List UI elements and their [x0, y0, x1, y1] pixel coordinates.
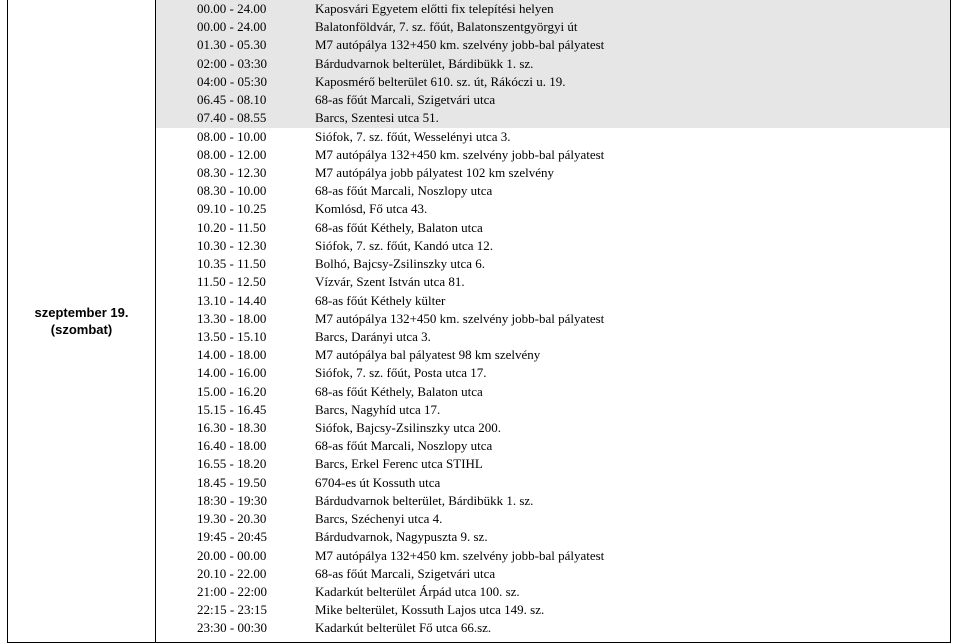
- time-cell: 06.45 - 08.10: [197, 92, 267, 108]
- table-row: [156, 146, 950, 164]
- location-cell: M7 autópálya 132+450 km. szelvény jobb-bal pályatest: [315, 146, 605, 162]
- location-cell: Siófok, Bajcsy-Zsilinszky utca 200.: [315, 420, 501, 436]
- location-cell: Mike belterület, Kossuth Lajos utca 149. sz.: [315, 602, 545, 618]
- location-cell: Kaposvári Egyetem előtti fix telepítési helyen: [315, 1, 554, 16]
- table-row: [156, 73, 950, 91]
- table-row: [156, 528, 950, 546]
- time-cell: 13.10 - 14.40: [197, 292, 267, 308]
- location-cell: M7 autópálya 132+450 km. szelvény jobb-bal pályatest: [315, 37, 605, 53]
- schedule-rows: [156, 0, 950, 638]
- schedule-table: [7, 0, 951, 643]
- time-cell: 15.00 - 16.20: [197, 383, 267, 399]
- time-cell: 18.45 - 19.50: [197, 474, 267, 490]
- table-row: [156, 346, 950, 364]
- table-row: [156, 455, 950, 473]
- time-cell: 00.00 - 24.00: [197, 19, 267, 35]
- location-cell: Barcs, Nagyhíd utca 17.: [315, 401, 441, 417]
- table-row: [156, 292, 950, 310]
- time-cell: 20.00 - 00.00: [197, 547, 267, 563]
- time-cell: 08.30 - 10.00: [197, 183, 267, 199]
- location-cell: 68-as főút Kéthely, Balaton utca: [315, 219, 483, 235]
- table-row: [156, 547, 950, 565]
- location-cell: Barcs, Darányi utca 3.: [315, 328, 431, 344]
- time-cell: 13.50 - 15.10: [197, 328, 267, 344]
- table-row: [156, 328, 950, 346]
- time-cell: 16.30 - 18.30: [197, 420, 267, 436]
- time-cell: 22:15 - 23:15: [197, 602, 268, 618]
- location-cell: 68-as főút Marcali, Noszlopy utca: [315, 438, 493, 454]
- time-cell: 14.00 - 18.00: [197, 347, 267, 363]
- table-row: [156, 310, 950, 328]
- time-cell: 16.55 - 18.20: [197, 456, 267, 472]
- location-cell: Siófok, 7. sz. főút, Wesselényi utca 3.: [315, 128, 511, 144]
- date-day: szeptember 19.: [34, 305, 129, 320]
- location-cell: Bárdudvarnok belterület, Bárdibükk 1. sz.: [315, 492, 534, 508]
- table-row: [156, 273, 950, 291]
- location-cell: Barcs, Széchenyi utca 4.: [315, 511, 443, 527]
- table-row: [156, 237, 950, 255]
- location-cell: 68-as főút Kéthely külter: [315, 292, 446, 308]
- table-row: [156, 164, 950, 182]
- table-row: [156, 36, 950, 54]
- location-cell: M7 autópálya 132+450 km. szelvény jobb-bal pályatest: [315, 310, 605, 326]
- table-row: [156, 383, 950, 401]
- time-cell: 21:00 - 22:00: [197, 584, 268, 599]
- location-cell: Vízvár, Szent István utca 81.: [315, 274, 465, 290]
- table-row: [156, 200, 950, 218]
- table-row: [156, 565, 950, 583]
- time-cell: 02:00 - 03:30: [197, 55, 268, 71]
- table-row: [156, 128, 950, 146]
- time-cell: 07.40 - 08.55: [197, 110, 267, 126]
- location-cell: Komlósd, Fő utca 43.: [315, 201, 428, 217]
- location-cell: 68-as főút Marcali, Szigetvári utca: [315, 92, 496, 108]
- time-cell: 00.00 - 24.00: [197, 1, 267, 16]
- time-cell: 18:30 - 19:30: [197, 492, 268, 508]
- date-label: [35, 304, 129, 338]
- date-cell: [8, 0, 156, 642]
- date-weekday: (szombat): [50, 322, 113, 337]
- table-row: [156, 55, 950, 73]
- time-cell: 19.30 - 20.30: [197, 511, 267, 527]
- table-row: [156, 182, 950, 200]
- time-cell: 10.35 - 11.50: [197, 256, 266, 272]
- location-cell: Barcs, Erkel Ferenc utca STIHL: [315, 456, 483, 472]
- table-row: [156, 219, 950, 237]
- time-cell: 19:45 - 20:45: [197, 529, 268, 545]
- table-row: [156, 364, 950, 382]
- time-cell: 16.40 - 18.00: [197, 438, 267, 454]
- time-cell: 20.10 - 22.00: [197, 565, 267, 581]
- location-cell: Barcs, Szentesi utca 51.: [315, 110, 439, 126]
- time-cell: 13.30 - 18.00: [197, 310, 267, 326]
- time-cell: 10.30 - 12.30: [197, 237, 267, 253]
- table-row: [156, 474, 950, 492]
- time-cell: 08.00 - 12.00: [197, 146, 267, 162]
- table-row: [156, 255, 950, 273]
- table-row: [156, 18, 950, 36]
- location-cell: Kadarkút belterület Fő utca 66.sz.: [315, 620, 492, 636]
- table-row: [156, 91, 950, 109]
- time-cell: 10.20 - 11.50: [197, 219, 266, 235]
- time-cell: 09.10 - 10.25: [197, 201, 267, 217]
- location-cell: Balatonföldvár, 7. sz. főút, Balatonszentgyörgyi út: [315, 19, 578, 35]
- table-row: [156, 510, 950, 528]
- table-row: [156, 0, 950, 18]
- time-cell: 14.00 - 16.00: [197, 365, 267, 381]
- table-row: [156, 437, 950, 455]
- table-row: [156, 401, 950, 419]
- location-cell: Bárdudvarnok, Nagypuszta 9. sz.: [315, 529, 488, 545]
- time-cell: 11.50 - 12.50: [197, 274, 266, 290]
- location-cell: 6704-es út Kossuth utca: [315, 474, 441, 490]
- time-cell: 23:30 - 00:30: [197, 620, 268, 636]
- location-cell: Kadarkút belterület Árpád utca 100. sz.: [315, 584, 520, 599]
- table-row: [156, 601, 950, 619]
- location-cell: Bárdudvarnok belterület, Bárdibükk 1. sz.: [315, 55, 534, 71]
- location-cell: M7 autópálya 132+450 km. szelvény jobb-bal pályatest: [315, 547, 605, 563]
- table-row: [156, 419, 950, 437]
- location-cell: Kaposmérő belterület 610. sz. út, Rákóczi u. 19.: [315, 73, 566, 89]
- location-cell: Siófok, 7. sz. főút, Posta utca 17.: [315, 365, 487, 381]
- location-cell: 68-as főút Marcali, Noszlopy utca: [315, 183, 493, 199]
- location-cell: Bolhó, Bajcsy-Zsilinszky utca 6.: [315, 256, 486, 272]
- time-cell: 01.30 - 05.30: [197, 37, 267, 53]
- location-cell: Siófok, 7. sz. főút, Kandó utca 12.: [315, 237, 494, 253]
- location-cell: M7 autópálya bal pályatest 98 km szelvény: [315, 347, 541, 363]
- location-cell: M7 autópálya jobb pályatest 102 km szelvény: [315, 164, 555, 180]
- location-cell: 68-as főút Marcali, Szigetvári utca: [315, 565, 496, 581]
- table-row: [156, 492, 950, 510]
- time-cell: 08.30 - 12.30: [197, 164, 267, 180]
- table-row: [156, 619, 950, 637]
- time-cell: 04:00 - 05:30: [197, 73, 268, 89]
- table-row: [156, 109, 950, 127]
- time-cell: 15.15 - 16.45: [197, 401, 267, 417]
- table-row: [156, 583, 950, 601]
- location-cell: 68-as főút Kéthely, Balaton utca: [315, 383, 483, 399]
- time-cell: 08.00 - 10.00: [197, 128, 267, 144]
